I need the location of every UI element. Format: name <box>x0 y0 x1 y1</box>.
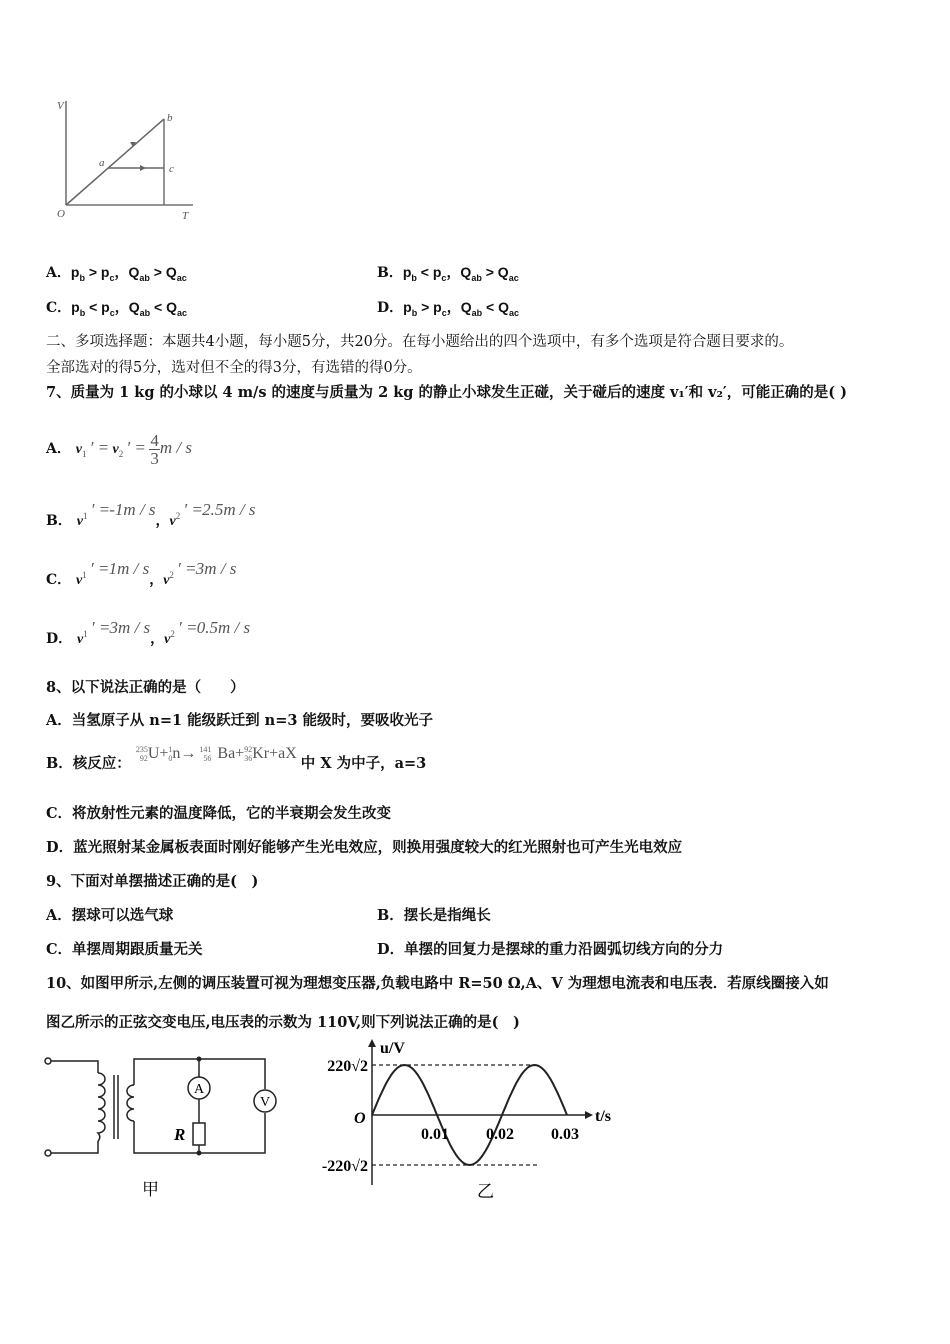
q8-option-a: A．当氢原子从 n=1 能级跃迁到 n=3 能级时，要吸收光子 <box>46 712 434 729</box>
option-letter: C． <box>46 300 72 316</box>
q7-stem: 7、质量为 1 kg 的小球以 4 m/s 的速度与质量为 2 kg 的静止小球发生正碰，关于碰后的速度 v₁′和 v₂′，可能正确的是( ) <box>46 384 848 401</box>
q6-option-b: B．$p_b < p_c$，$Q_{ab} > Q_{ac}$ <box>377 264 519 283</box>
resistor-label: R <box>174 1125 186 1144</box>
q9-option-a: A．摆球可以选气球 <box>46 907 174 924</box>
option-letter: B． <box>377 265 403 281</box>
t-label: T <box>182 210 189 222</box>
q10-line1: 10、如图甲所示,左侧的调压装置可视为理想变压器,负载电路中 R=50 Ω,A、V 为理想电流表和电压表．若原线圈接入如 <box>46 975 829 992</box>
q7-b-v2: 2.5m / s <box>202 500 256 519</box>
n-num: 0 <box>168 754 173 764</box>
option-letter: A． <box>46 265 71 281</box>
q7-d-v2: 0.5m / s <box>196 618 251 637</box>
v-label: V <box>57 100 64 112</box>
q7-c-v2: 3m / s <box>195 559 237 578</box>
q7-c-v1: 1m / s <box>108 559 150 578</box>
secondary-coil <box>127 1085 134 1121</box>
terminal-bottom <box>45 1150 51 1156</box>
primary-wire-top <box>51 1061 98 1073</box>
unit: m / s <box>159 438 192 457</box>
arrow-ac <box>140 165 146 171</box>
x-axis-label: t/s <box>595 1108 611 1125</box>
q6-option-d: D．$p_b > p_c$，$Q_{ab} < Q_{ac}$ <box>377 299 520 318</box>
option-letter: D． <box>377 300 404 316</box>
ba-symbol: Ba+ <box>217 745 245 762</box>
chart-caption: 乙 <box>477 1182 494 1201</box>
option-letter: A． <box>46 441 71 457</box>
q7-d-v1: 3m / s <box>109 618 151 637</box>
kr-num: 36 <box>244 754 253 764</box>
q9-option-b: B．摆长是指绳长 <box>377 907 491 924</box>
q7-option-a: A． $v_1$ ′ = $v_2$ ′ = $\frac{4}{3}$ m / s <box>46 430 192 468</box>
q8-option-c: C．将放射性元素的温度降低，它的半衰期会发生改变 <box>46 805 392 822</box>
voltage-chart <box>300 1035 620 1205</box>
x-axis-arrow <box>585 1111 593 1119</box>
u-mass: 235 <box>135 745 148 755</box>
frac-num: 4 <box>150 430 159 450</box>
q8-option-b <box>46 742 427 772</box>
q8-stem: 8、以下说法正确的是（ ） <box>46 679 245 696</box>
point-a-label: a <box>99 157 105 169</box>
q7-b-v1: -1m / s <box>109 500 156 519</box>
q8-option-d: D．蓝光照射某金属板表面时刚好能够产生光电效应，则换用强度较大的红光照射也可产生光电效应 <box>46 839 683 856</box>
kr-mass: 92 <box>244 745 253 755</box>
option-letter: B． <box>46 513 72 529</box>
ba-num: 56 <box>203 754 212 764</box>
q10-line2: 图乙所示的正弦交变电压,电压表的示数为 110V,则下列说法正确的是( ) <box>46 1014 520 1031</box>
junction-top <box>197 1057 202 1062</box>
ba-mass: 141 <box>199 745 212 755</box>
terminal-top <box>45 1058 51 1064</box>
y-axis-arrow <box>368 1039 376 1047</box>
x-tick-label: 0.02 <box>486 1126 514 1143</box>
section2-line1: 二、多项选择题：本题共4小题，每小题5分，共20分。在每小题给出的四个选项中，有多个选项是符合题目要求的。 <box>46 334 794 350</box>
option-letter: D． <box>46 631 73 647</box>
circuit-diagram <box>40 1045 290 1205</box>
primary-coil <box>98 1073 105 1141</box>
y-axis-label: u/V <box>380 1040 405 1057</box>
q9-stem: 9、下面对单摆描述正确的是( ) <box>46 873 259 890</box>
line-oab <box>66 119 164 205</box>
primary-wire-bottom <box>51 1141 98 1153</box>
option-letter: C． <box>46 572 72 588</box>
nuclear-reaction <box>136 745 301 762</box>
q8-b-prefix: B．核反应： <box>46 755 131 772</box>
kr-symbol: Kr+aX <box>252 745 297 762</box>
point-b-label: b <box>167 112 173 124</box>
q7-option-c: C． $v_1$ ′ =1m / s，$v_2$ ′ =3m / s <box>46 559 237 588</box>
junction-bottom <box>197 1151 202 1156</box>
point-c-label: c <box>169 163 174 175</box>
n-symbol: n <box>172 745 181 762</box>
x-tick-label: 0.01 <box>421 1126 449 1143</box>
origin-label: O <box>354 1110 366 1127</box>
origin-label: O <box>57 208 65 220</box>
ammeter-label: A <box>193 1082 205 1097</box>
resistor-box <box>193 1123 205 1145</box>
frac-den: 3 <box>150 448 159 468</box>
voltmeter-label: V <box>259 1095 271 1110</box>
y-tick-bottom: -220√2 <box>321 1158 368 1175</box>
x-tick-label: 0.03 <box>551 1126 579 1143</box>
q7-option-b: B． $v_1$ ′ =-1m / s，$v_2$ ′ =2.5m / s <box>46 500 256 529</box>
n-mass: 1 <box>168 745 173 755</box>
circuit-caption: 甲 <box>142 1180 159 1199</box>
y-tick-top: 220√2 <box>327 1058 368 1075</box>
arrow: → <box>180 745 197 762</box>
section2-line2: 全部选对的得5分，选对但不全的得3分，有选错的得0分。 <box>46 360 422 376</box>
q7-option-d: D． $v_1$ ′ =3m / s，$v_2$ ′ =0.5m / s <box>46 618 251 647</box>
q8-b-suffix: 中 X 为中子，a=3 <box>300 755 427 772</box>
u-symbol: U+ <box>147 745 169 762</box>
q6-option-a: A．$p_b > p_c$，$Q_{ab} > Q_{ac}$ <box>46 264 187 283</box>
u-num: 92 <box>139 754 148 764</box>
q9-option-c: C．单摆周期跟质量无关 <box>46 941 203 958</box>
q9-option-d: D．单摆的回复力是摆球的重力沿圆弧切线方向的分力 <box>377 941 724 958</box>
q6-option-c: C．$p_b < p_c$，$Q_{ab} < Q_{ac}$ <box>46 299 188 318</box>
vt-graph <box>48 95 198 225</box>
